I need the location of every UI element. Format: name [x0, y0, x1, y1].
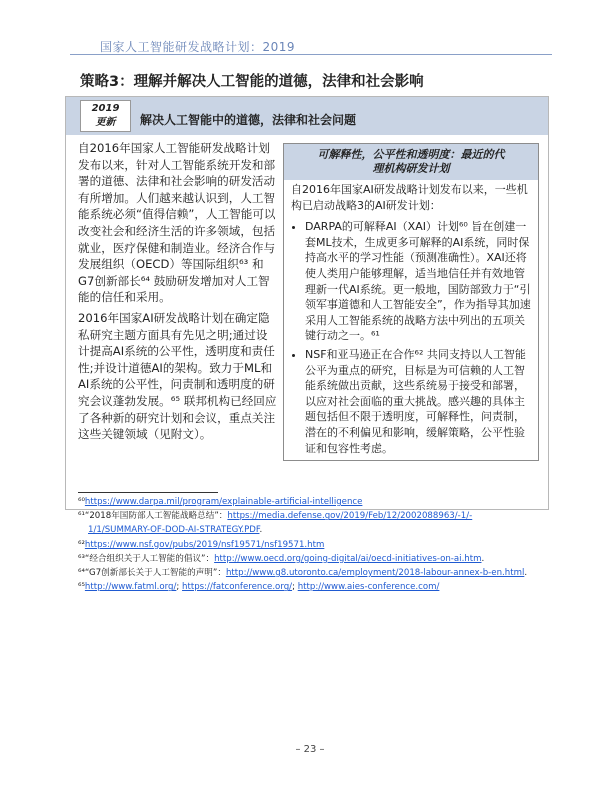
- footnote-rule: [78, 492, 218, 493]
- sidebar-body: [291, 182, 531, 459]
- footnote-text: “经合组织关于人工智能的倡议”：: [84, 553, 215, 564]
- footnote-punct: .: [259, 525, 263, 536]
- footnote-link[interactable]: http://www.fatml.org/: [84, 582, 177, 593]
- footnote-link[interactable]: https://www.nsf.gov/pubs/2019/nsf19571/nsf19571.htm: [84, 539, 325, 550]
- badge-label: 更新: [95, 117, 116, 128]
- footnote-61: [78, 509, 548, 523]
- footnote-link[interactable]: https://media.defense.gov/2019/Feb/12/2002088963/-1/-: [227, 511, 473, 522]
- footnote-60: [78, 495, 548, 509]
- main-text-column: [78, 140, 278, 447]
- footnote-link[interactable]: http://www.oecd.org/going-digital/ai/oecd-initiatives-on-ai.htm: [214, 553, 482, 564]
- footnote-62: [78, 538, 548, 552]
- section-title: 解决人工智能中的道德，法律和社会问题: [140, 113, 357, 127]
- paragraph-2: 2016年国家AI研发战略计划在确定隐私研究主题方面具有先见之明;通过设计提高AI系统的公平性，透明度和责任性;并设计道德AI的架构。致力于ML和AI系统的公平性，问责制和透明度的研究会议蓬勃发展。⁶⁵ 联邦机构已经回应了各种新的研究计划和会议，重点关注这些关键领域（见附文）。: [78, 310, 277, 442]
- page-number: – 23 –: [295, 744, 325, 755]
- sidebar-title-line1: 可解释性，公平性和透明度：最近的代: [317, 148, 505, 161]
- update-badge: [80, 100, 131, 132]
- footnote-link[interactable]: http://www.g8.utoronto.ca/employment/2018-labour-annex-b-en.html: [225, 568, 525, 579]
- footnote-link[interactable]: 1/1/SUMMARY-OF-DOD-AI-STRATEGY.PDF: [88, 525, 260, 536]
- footnote-mark: ⁶⁵: [78, 582, 85, 593]
- footnotes: [78, 495, 548, 594]
- footnote-mark: ⁶¹: [78, 511, 85, 522]
- paragraph-1: 自2016年国家人工智能研发战略计划发布以来，针对人工智能系统开发和部署的道德、法律和社会影响的研发活动有所增加。人们越来越认识到，人工智能系统必须“值得信赖”，人工智能可以改变社会和经济生活的许多领域，包括就业，医疗保健和制造业。经济合作与发展组织（OECD）等国际组织⁶³ 和G7创新部长⁶⁴ 鼓励研发增加对人工智能的信任和采用。: [78, 141, 276, 305]
- footnote-link[interactable]: http://www.aies-conference.com/: [297, 582, 440, 593]
- footnote-mark: ⁶⁴: [78, 568, 85, 579]
- strategy-heading: 策略3：理解并解决人工智能的道德，法律和社会影响: [80, 74, 424, 90]
- footnote-mark: ⁶²: [78, 539, 85, 550]
- footnote-text: “2018年国防部人工智能战略总结”：: [84, 511, 228, 522]
- list-item: • NSF和亚马逊正在合作⁶² 共同支持以人工智能公平为重点的研究，目标是为可信赖的人工智能系统做出贡献，这些系统易于接受和部署，以应对社会面临的重大挑战。感兴趣的具体主题包括但不限于透明度，可解释性，问责制，潜在的不利偏见和影响，缓解策略，公平性验证和包容性考虑。: [305, 347, 531, 456]
- footnote-61-cont: [78, 523, 548, 537]
- list-item: • DARPA的可解释AI（XAI）计划⁶⁰ 旨在创建一套ML技术，生成更多可解释的AI系统，同时保持高水平的学习性能（预测准确性）。XAI还将使人类用户能够理解，适当地信任并有效地管理新一代AI系统。更一般地，国防部致力于“引领军事道德和人工智能安全”，作为指导其加速采用人工智能系统的战略方法中列出的五项关键行动之一。⁶¹: [305, 219, 531, 344]
- footnote-text: “G7创新部长关于人工智能的声明”：: [84, 568, 226, 579]
- footnote-link[interactable]: https://fatconference.org/: [182, 582, 293, 593]
- sidebar-intro: 自2016年国家AI研发战略计划发布以来，一些机构已启动战略3的AI研发计划：: [291, 183, 528, 212]
- footnote-punct: ;: [292, 582, 298, 593]
- footnote-punct: .: [481, 553, 485, 564]
- footnote-65: [78, 580, 548, 594]
- badge-year: 2019: [91, 103, 120, 114]
- footnote-mark: ⁶⁰: [78, 497, 85, 507]
- footnote-link[interactable]: https://www.darpa.mil/program/explainable-artificial-intelligence: [84, 497, 363, 507]
- footnote-punct: ;: [176, 582, 183, 593]
- running-header: 国家人工智能研发战略计划：2019: [100, 40, 296, 54]
- footnote-punct: .: [524, 568, 528, 579]
- footnote-mark: ⁶³: [78, 553, 85, 564]
- sidebar-list: [291, 219, 531, 456]
- sidebar-title: [288, 148, 534, 176]
- header-divider: [70, 54, 552, 55]
- footnote-64: [78, 566, 548, 580]
- sidebar-title-line2: 理机构研发计划: [372, 162, 450, 175]
- footnote-63: [78, 552, 548, 566]
